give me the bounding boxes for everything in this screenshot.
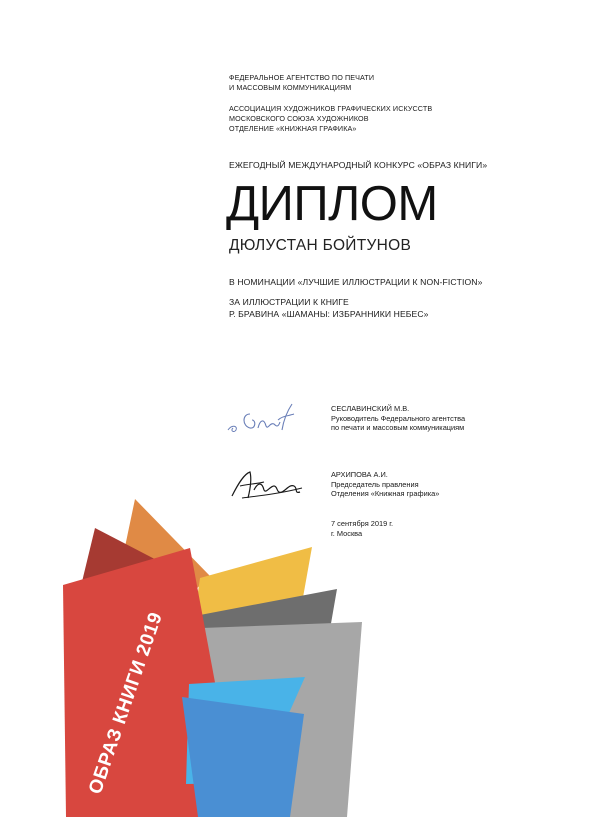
signer-role: Руководитель Федерального агентства [331, 413, 466, 423]
nomination: В НОМИНАЦИИ «ЛУЧШИЕ ИЛЛЮСТРАЦИИ К NON-FICTION» [229, 277, 483, 287]
diploma-place: г. Москва [331, 528, 363, 538]
work-line: Р. БРАВИНА «ШАМАНЫ: ИЗБРАННИКИ НЕБЕС» [229, 309, 429, 319]
agency-line: ФЕДЕРАЛЬНОЕ АГЕНТСТВО ПО ПЕЧАТИ [229, 73, 375, 82]
logo-text: ОБРАЗ КНИГИ 2019 [85, 609, 168, 797]
diploma-date: 7 сентября 2019 г. [331, 519, 394, 528]
page-blue-shape [182, 697, 304, 817]
work-line: ЗА ИЛЛЮСТРАЦИИ К КНИГЕ [229, 297, 349, 307]
diploma-title: ДИПЛОМ [226, 177, 438, 231]
association-line: МОСКОВСКОГО СОЮЗА ХУДОЖНИКОВ [229, 114, 369, 123]
agency-line: И МАССОВЫМ КОММУНИКАЦИЯМ [229, 83, 352, 92]
recipient-name: ДЮЛУСТАН БОЙТУНОВ [229, 237, 412, 254]
signer-role: Председатель правления [331, 479, 419, 489]
contest-name: ЕЖЕГОДНЫЙ МЕЖДУНАРОДНЫЙ КОНКУРС «ОБРАЗ КНИГИ» [229, 160, 488, 170]
signer-role: по печати и массовым коммуникациям [331, 423, 465, 433]
signer-name: СЕСЛАВИНСКИЙ М.В. [331, 404, 410, 413]
association-line: ОТДЕЛЕНИЕ «КНИЖНАЯ ГРАФИКА» [229, 124, 357, 133]
association-line: АССОЦИАЦИЯ ХУДОЖНИКОВ ГРАФИЧЕСКИХ ИСКУССТВ [229, 104, 433, 113]
signer-name: АРХИПОВА А.И. [331, 470, 388, 479]
signer-role: Отделения «Книжная графика» [331, 489, 440, 499]
